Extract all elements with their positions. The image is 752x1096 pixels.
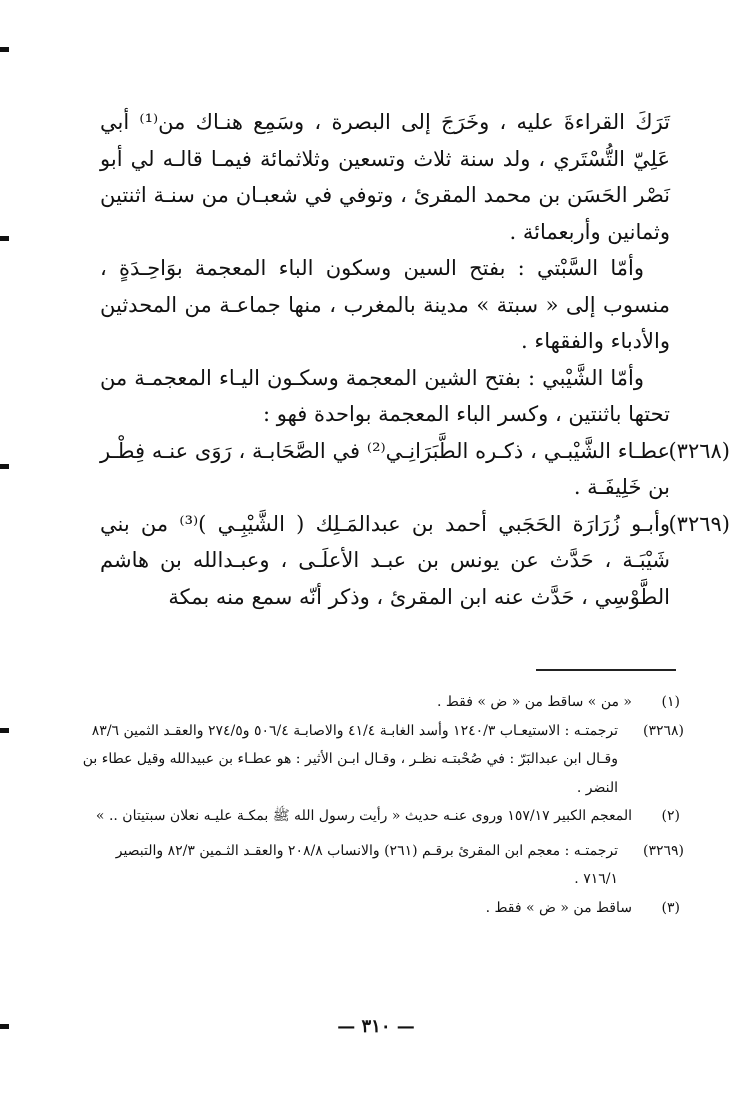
entry-number: (٣٢٦٩) (668, 511, 730, 536)
entry-number: (٣٢٦٨) (668, 438, 730, 463)
footnote-3 (82, 894, 680, 923)
paragraph-1: تَرَكَ القراءةَ عليه ، وخَرَجَ إلى البصرة ، وسَمِع هنـاك من⁽¹⁾ أبي عَلِيّ التُّسْتَري ، ولد سنة ثلاث وتسعين وثلاثمائة فيمـا قالـه لي أبو نَصْر الحَسَن بن محمد المقرئ ، وتوفي في شعبـان من سنـة اثنتين وثمانين وأربعمائة . (100, 110, 670, 244)
entry-3269 (100, 506, 730, 616)
footnote-divider (536, 669, 676, 671)
footnote-2 (82, 802, 680, 831)
footnote-3268 (82, 717, 684, 803)
footnotes (82, 688, 684, 922)
footnote-text: « من » ساقط من « ض » فقط . (436, 694, 632, 710)
footnote-1 (82, 688, 680, 717)
paragraph-sabti: وأمّا السَّبْتي : بفتح السين وسكون الباء المعجمة بوَاحِـدَةٍ ، منسوب إلى « سبتة » مدينة بالمغرب ، منها جماعـة من المحدثين والأدباء والفقهاء . (100, 256, 670, 353)
footnote-number: (٢) (661, 808, 680, 824)
main-text (100, 104, 730, 615)
entry-3268 (100, 433, 730, 506)
footnote-number: (٣) (661, 899, 680, 916)
edge-mark (0, 47, 9, 52)
page-number: — ٣١٠ — (337, 1016, 415, 1037)
edge-mark (0, 728, 9, 733)
footnote-number: (٣٢٦٨) (642, 722, 684, 739)
footnote-text: المعجم الكبير ١٥٧/١٧ وروى عنـه حديث « رأيت رسول الله ﷺ بمكـة عليـه نعلان سبتيتان .. » (95, 808, 632, 824)
entry-text: وأبـو زُرَارَة الحَجَبي أحمد بن عبدالمَـلِك ( الشَّيْبِـي )⁽³⁾ من بني شَيْبَـة ، حَدَّث عن يونس بن عبـد الأعلَـى ، وعبـدالله بن هاشم الطَّوْسِي ، حَدَّث عنه ابن المقرئ ، وذكر أنّه سمع منه بمكة (100, 511, 670, 609)
paragraph-shaybi: وأمّا الشَّيْبي : بفتح الشين المعجمة وسكـون اليـاء المعجمـة من تحتها باثنتين ، وكسر الباء المعجمة بواحدة فهو : (100, 365, 670, 426)
edge-mark (0, 236, 9, 241)
footnote-3269 (82, 837, 684, 894)
footnote-number: (٣٢٦٩) (642, 842, 684, 859)
footnote-text: ساقط من « ض » فقط . (485, 899, 632, 916)
entry-text: عطـاء الشَّيْبـي ، ذكـره الطَّبَرَانِـي⁽²⁾ في الصَّحَابـة ، رَوَى عنـه فِطْـر بن خَلِيفَـة . (100, 438, 670, 499)
footnote-number: (١) (661, 694, 680, 710)
edge-mark (0, 464, 9, 469)
footnote-text: ترجمتـه : الاستيعـاب ١٢٤٠/٣ وأسد الغابـة ٤١/٤ والاصابـة ٥٠٦/٤ و٢٧٤/٥ والعقـد الثمين ٨٣/٦ وقـال ابن عبدالبَرّ : في صُحْبتـه نظـر ، وقـال ابـن الأثير : هو عطـاء بن عبيدالله وقيل عطاء بن النضر . (82, 722, 618, 796)
footnote-text: ترجمتـه : معجم ابن المقرئ برقـم (٢٦١) والانساب ٢٠٨/٨ والعقـد الثـمين ٨٢/٣ والتبصير ٧١٦/١ . (115, 842, 618, 887)
